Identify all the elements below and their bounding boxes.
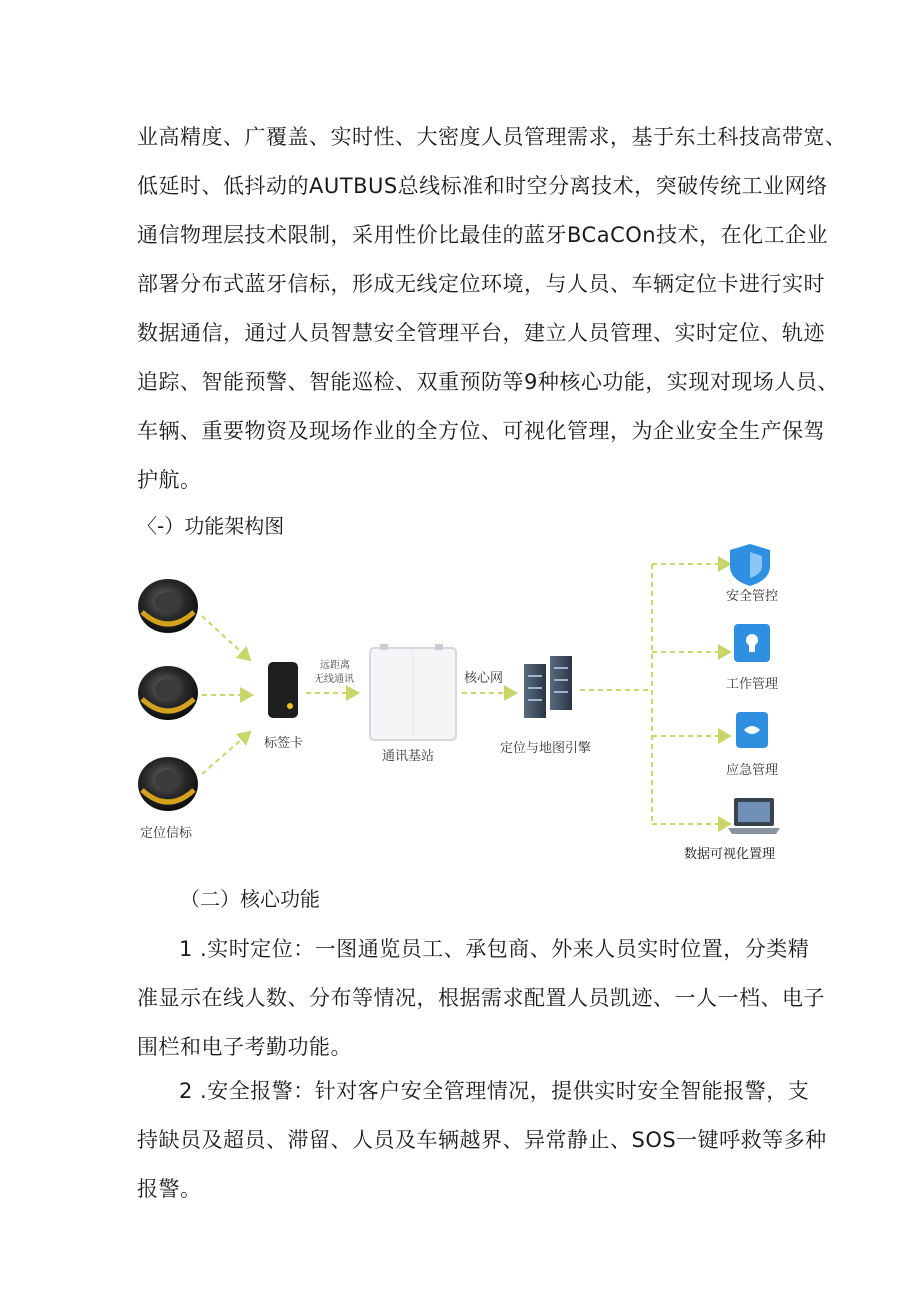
engine-label: 定位与地图引擎 (500, 741, 592, 756)
section1-heading: 〈-）功能架构图 (137, 514, 285, 538)
function-2-line: 持缺员及超员、滞留、人员及车辆越界、异常静止、SOS一键呼救等多种 (137, 1128, 827, 1152)
output-label-visual: 数据可视化置理 (684, 847, 776, 862)
output-label-safety: 安全管控 (726, 589, 779, 604)
function-2-paragraph (137, 1067, 837, 1214)
intro-line: 低延时、低抖动的AUTBUS总线标准和时空分离技术，突破传统工业网络 (137, 174, 828, 198)
section2-heading: （二）核心功能 (180, 887, 320, 911)
intro-line: 部署分布式蓝牙信标，形成无线定位环境，与人员、车辆定位卡进行实时 (137, 272, 825, 296)
function-2-line: 2 .安全报警：针对客户安全管理情况，提供实时安全智能报警，支 (179, 1079, 810, 1103)
beacon3-to-tag-arrow (202, 732, 250, 774)
beacon-label: 定位信标 (140, 826, 193, 841)
intro-line: 追踪、智能预警、智能巡检、双重预防等9种核心功能，实现对现场人员、 (137, 370, 839, 394)
laptop-icon (728, 798, 780, 834)
function-1-paragraph (137, 925, 837, 1072)
tag-card-device (268, 662, 298, 718)
core-network-label: 核心网 (464, 671, 504, 686)
output-label-work: 工作管理 (726, 677, 779, 692)
beacon-device-3 (138, 757, 198, 811)
architecture-diagram (130, 540, 790, 870)
function-1-line: 围栏和电子考勤功能。 (137, 1035, 352, 1059)
intro-line: 业高精度、广覆盖、实时性、大密度人员管理需求，基于东土科技高带宽、 (137, 125, 847, 149)
intro-line: 通信物理层技术限制，采用性价比最佳的蓝牙BCaCOn技术，在化工企业 (137, 223, 829, 247)
lock-document-icon (734, 624, 770, 662)
server-rack-icon (524, 656, 572, 718)
beacon-device-2 (138, 666, 198, 720)
link-label-line2: 无线通讯 (314, 674, 354, 685)
intro-line: 护航。 (137, 468, 202, 492)
intro-line: 数据通信，通过人员智慧安全管理平台，建立人员管理、实时定位、轨迹 (137, 321, 825, 345)
function-1-line: 准显示在线人数、分布等情况，根据需求配置人员凯迹、一人一档、电子 (137, 986, 825, 1010)
intro-line: 车辆、重要物资及现场作业的全方位、可视化管理，为企业安全生产保驾 (137, 419, 825, 443)
beacon1-to-tag-arrow (202, 616, 250, 660)
output-label-emergency: 应急管理 (726, 763, 779, 778)
tag-card-label: 标签卡 (264, 736, 304, 751)
shield-icon (730, 544, 770, 586)
link-label-line1: 远距离 (320, 660, 350, 671)
function-2-line: 报警。 (137, 1177, 202, 1201)
intro-paragraph (137, 113, 847, 505)
emergency-document-icon (736, 712, 768, 748)
base-station-label: 通讯基站 (382, 749, 435, 764)
base-station-device (370, 644, 456, 740)
beacon-device-1 (138, 579, 198, 633)
function-1-line: 1 .实时定位：一图通览员工、承包商、外来人员实时位置，分类精 (179, 937, 810, 961)
